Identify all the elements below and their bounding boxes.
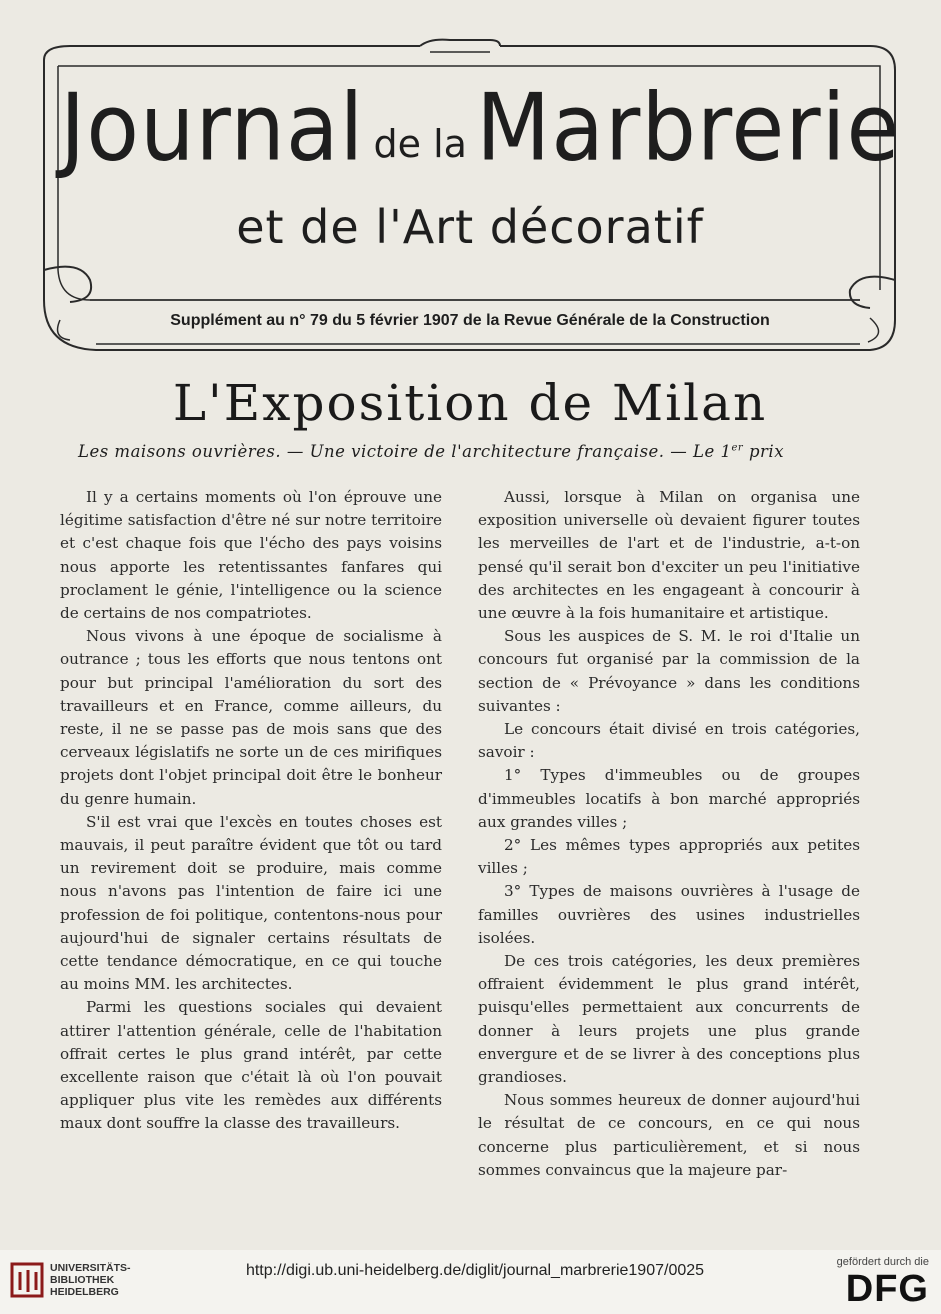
paragraph: Nous sommes heureux de donner aujourd'hui le résultat de ce concours, en ce qui nous concerne plus particulièrement, et si nous sommes convaincus que la majeure par-: [478, 1091, 860, 1179]
paragraph: Le concours était divisé en trois catégories, savoir :: [478, 720, 860, 762]
article-subhead: [78, 442, 868, 461]
university-library-name: [50, 1262, 131, 1298]
library-line: HEIDELBERG: [50, 1286, 119, 1298]
masthead-subtitle: et de l'Art décoratif: [236, 200, 704, 254]
paragraph: 2° Les mêmes types appropriés aux petites villes ;: [478, 836, 860, 878]
masthead-marbrerie: Marbrerie: [476, 74, 901, 182]
library-line: UNIVERSITÄTS-: [50, 1262, 131, 1274]
supplement-line: Supplément au n° 79 du 5 février 1907 de la Revue Générale de la Construction: [170, 312, 770, 329]
paragraph: 3° Types de maisons ouvrières à l'usage de familles ouvrières des usines industrielles isolées.: [478, 882, 860, 947]
paragraph: Sous les auspices de S. M. le roi d'Italie un concours fut organisé par la commission de la section de « Prévoyance » dans les conditions suivantes :: [478, 627, 860, 715]
paragraph: De ces trois catégories, les deux premières offraient évidemment le plus grand intérêt, puisqu'elles permettaient aux concurrents de donner à leurs projets une plus grande envergure et de se livrer à des conceptions plus grandioses.: [478, 952, 860, 1087]
subhead-superscript: er: [731, 442, 744, 454]
university-library-logo-icon: [10, 1260, 46, 1300]
paragraph: Parmi les questions sociales qui devaient attirer l'attention générale, celle de l'habitation offrait certes le plus grand intérêt, par cette excellente raison que c'était là où l'on pouvait appliquer plus vite les remèdes aux différents maux dont souffre la classe des travailleurs.: [60, 998, 442, 1133]
source-url-link[interactable]: http://digi.ub.uni-heidelberg.de/diglit/journal_marbrerie1907/0025: [245, 1262, 705, 1279]
subhead-text: Les maisons ouvrières. — Une victoire de l'architecture française. — Le 1: [78, 442, 732, 461]
right-column: [478, 486, 860, 1182]
paragraph: S'il est vrai que l'excès en toutes choses est mauvais, il peut paraître évident que tôt ou tard un revirement doit se produire, mais comme nous n'avons pas l'intention de faire ici une profession de foi politique, contentons-nous pour aujourd'hui de signaler certains résultats de cette tendance démocratique, en ce qui touche au moins MM. les architectes.: [60, 812, 442, 994]
masthead-title: [60, 74, 901, 198]
paragraph: Il y a certains moments où l'on éprouve une légitime satisfaction d'être né sur notre territoire et c'est chaque fois que l'écho des pays voisins nous apporte les retentissantes fanfares qui proclament le génie, l'intelligence ou la science de certains de nos compatriotes.: [60, 488, 442, 623]
funded-by-label: gefördert durch die: [836, 1256, 929, 1268]
left-column: [60, 486, 442, 1136]
footer-bar: [0, 1250, 941, 1314]
article-headline: L'Exposition de Milan: [172, 374, 768, 432]
paragraph: 1° Types d'immeubles ou de groupes d'immeubles locatifs à bon marché appropriés aux grandes villes ;: [478, 766, 860, 831]
paragraph: Nous vivons à une époque de socialisme à outrance ; tous les efforts que nous tentons ont pour but principal l'amélioration du sort des travailleurs et en France, comme ailleurs, du reste, il ne se passe pas de mois sans que des cerveaux législatifs ne sorte un de ces mirifiques projets dont l'objet principal doit être le bonheur du genre humain.: [60, 627, 442, 808]
masthead-journal: Journal: [60, 74, 365, 182]
paragraph: Aussi, lorsque à Milan on organisa une exposition universelle où devaient figurer toutes les merveilles de l'art et de l'industrie, a-t-on pensé qu'il serait bon d'exciter un peu l'initiative des architectes en les engageant à concourir à une œuvre à la fois humanitaire et artistique.: [478, 488, 860, 623]
subhead-end: prix: [743, 442, 784, 461]
masthead-de-la: de la: [373, 122, 467, 166]
library-line: BIBLIOTHEK: [50, 1274, 115, 1286]
dfg-logo: DFG: [845, 1268, 929, 1310]
